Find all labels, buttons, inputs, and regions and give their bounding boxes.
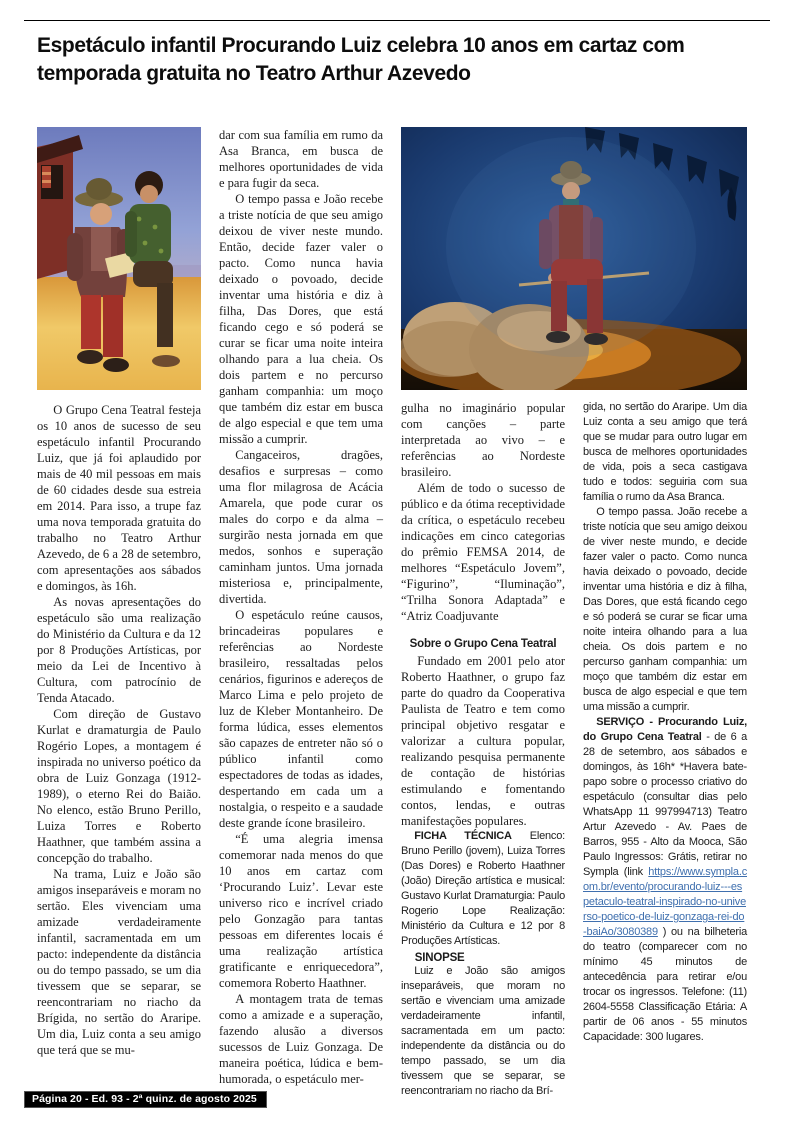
paragraph-col1-2: As novas apresentações do espetáculo são uma realização do Ministério da Cultura e da 12 por 8 Produções Artísticas, por meio da Lei de Incentivo à Cultura, com patrocínio de Tenda Atacado. bbox=[37, 595, 201, 705]
article-column-1 bbox=[37, 127, 201, 1058]
photo2-spotlight-glow bbox=[446, 137, 696, 357]
service-text-before-link: - de 6 a 28 de setembro, aos sábados e domingos, às 16h* *Havera bate-papo sobre o processo criativo do espetáculo (consultar dias pelo WhatsApp 11 997994713) Teatro Artur Azevedo - Av. Paes de Barros, 955 - Alto da Mooca, São Paulo Ingressos: Grátis, retirar no Sympla (link bbox=[583, 731, 748, 878]
article-column-2 bbox=[219, 127, 383, 1087]
column-1-text bbox=[37, 402, 201, 1058]
synopsis-paragraph: Luiz e João são amigos inseparáveis, que moram no sertão e vivenciam uma amizade verdadeiramente infantil, sacramentada em um pacto: independente da distância ou do tempo passado, se um dia tivessem que se separar, se reencontrariam no riacho da Brí- bbox=[401, 965, 565, 1097]
paragraph-col3-2: Além de todo o sucesso de público e da ótima receptividade da crítica, o espetáculo recebeu indicações em cinco categorias do prêmio FEMSA 2014, de melhores “Espetáculo Jovem”, “Figurino”, “Iluminação”, “Trilha Sonora Adaptada” e “Atriz Coadjuvante bbox=[401, 481, 565, 623]
paragraph-col1-3: Com direção de Gustavo Kurlat e dramaturgia de Paulo Rogério Lopes, a montagem é inspirada no universo poético da obra de Luiz Gonzaga (1912-1989), o eterno Rei do Baião. No elenco, estão Bruno Perillo, Luiza Torres e Roberto Haathner, que também assina a concepção do trabalho. bbox=[37, 707, 201, 865]
stage-photo-two-actors bbox=[37, 127, 201, 390]
paragraph-col2-2: O tempo passa e João recebe a triste notícia de que seu amigo deixou de viver neste mundo. Então, decide fazer valer o pacto. Como nunca havia deixado o povoado, decide inventar uma história e diz à filha, Das Dores, que está ficando cego e só poderá se curar se ficar uma noite inteira olhando para a lua cheia. Os dois partem e no percurso ganham companhia: um moço que também diz estar em busca de algo especial e que tem uma missão a cumprir. bbox=[219, 192, 383, 446]
article-column-3 bbox=[401, 400, 565, 1099]
paragraph-col4-2: O tempo passa. João recebe a triste notícia que seu amigo deixou de viver neste mundo, e decide fazer valer o pacto. Como nunca havia deixado o povoado, decide inventar uma história e diz à filha, Das Dores, que está ficando cego e só poderá se curar se ficar uma noite inteira olhando para a lua cheia. Os dois partem e no percurso ganham companhia: um moço que também diz estar em busca de algo especial e que tem uma missão a cumprir. bbox=[583, 506, 747, 713]
about-group-heading: Sobre o Grupo Cena Teatral bbox=[409, 638, 557, 650]
page-footer-badge: Página 20 - Ed. 93 - 2ª quinz. de agosto 2025 bbox=[24, 1091, 267, 1108]
sympla-ticket-link[interactable]: https://www.sympla.com.br/evento/procurando-luiz---espetaculo-teatral-inspirado-no-universo-poetico-de-luiz-gonzaga-rei-do-baiAo/3080389 bbox=[583, 866, 747, 938]
paragraph-col2-5: “É uma alegria imensa comemorar nada menos do que 10 anos em cartaz com ‘Procurando Luiz’. Levar este universo rico e incrível criado pelo Gonzagão para tantas pessoas em diferentes locais é uma realização artística gratificante e enriquecedora”, comemora Roberto Haathner. bbox=[219, 832, 383, 990]
paragraph-col2-1: dar com sua família em rumo da Asa Branca, em busca de melhores oportunidades de vida e para fugir da seca. bbox=[219, 128, 383, 190]
paragraph-col3-1: gulha no imaginário popular com canções – parte interpretada ao vivo – e referências ao Nordeste brasileiro. bbox=[401, 401, 565, 479]
paragraph-col1-1: O Grupo Cena Teatral festeja os 10 anos de sucesso de seu espetáculo infantil Procurando Luiz, que já foi aplaudido por mais de 40 mil pessoas em mais de 60 cidades desde sua estreia em 2014. Para isso, a trupe faz uma nova temporada gratuita do trabalho no Teatro Arthur Azevedo, de 6 a 28 de setembro, com apresentações aos sábados e domingos, às 16h. bbox=[37, 403, 201, 593]
credits-label: FICHA TÉCNICA bbox=[414, 830, 512, 842]
stage-photo-seated-actor-graphic bbox=[401, 127, 747, 390]
service-text-after-link: ) ou na bilheteria do teatro (comparecer com no mínimo 45 minutos de antecedência para retirar e/ou trocar os ingressos. Telefone: (11) 2604-5558 Classificação Etária: A partir de 06 anos - 55 minutos Capacidade: 300 lugares. bbox=[583, 926, 747, 1043]
service-paragraph bbox=[583, 715, 747, 1045]
credits-text: Elenco: Bruno Perillo (jovem), Luiza Torres (Das Dores) e Roberto Haathner (João) Direção artística e musical: Gustavo Kurlat Dramaturgia: Paulo Rogerio Lope Realização: Ministério da Cultura e 12 por 8 Produções Artísticas. bbox=[401, 830, 565, 947]
credits-paragraph bbox=[401, 829, 565, 949]
paragraph-col3-3: Fundado em 2001 pelo ator Roberto Haathner, o grupo faz parte do quadro da Cooperativa Paulista de Teatro e tem como principal objetivo resgatar e valorizar a cultura popular, realizando pesquisa permanente de contação de histórias estimulando e fomentando contos, lendas, e outras manifestações populares. bbox=[401, 654, 565, 828]
paragraph-col2-3: Cangaceiros, dragões, desafios e surpresas – como uma flor milagrosa de Acácia Amarela, que pode curar os males do corpo e da alma – surgirão nesta jornada em que medos, sonhos e superação caminham juntos. Uma jornada misteriosa e, principalmente, divertida. bbox=[219, 448, 383, 606]
right-columns bbox=[401, 400, 747, 1099]
paragraph-col2-6: A montagem trata de temas como a amizade e a superação, fazendo alusão a diversos sucessos de Luiz Gonzaga. De maneira poética, lúdica e bem-humorada, o espetáculo mer- bbox=[219, 992, 383, 1086]
stage-photo-seated-actor bbox=[401, 127, 747, 390]
paragraph-col4-1: gida, no sertão do Araripe. Um dia Luiz conta a seu amigo que terá que se mudar para outro lugar em busca de melhores oportunidades de vida, pois a seca castigava tudo e todos: seguiria com sua família o rumo da Asa Branca. bbox=[583, 401, 747, 503]
article-body bbox=[37, 127, 757, 1099]
stage-photo-two-actors-graphic bbox=[37, 127, 201, 390]
article-column-4 bbox=[583, 400, 747, 1099]
article-right-region bbox=[401, 127, 747, 1099]
page-title: Espetáculo infantil Procurando Luiz celebra 10 anos em cartaz com temporada gratuita no Teatro Arthur Azevedo bbox=[37, 34, 685, 85]
top-rule bbox=[24, 20, 770, 21]
synopsis-heading: SINOPSE bbox=[414, 952, 465, 964]
paragraph-col2-4: O espetáculo reúne causos, brincadeiras populares e referências ao Nordeste brasileiro, ressaltadas pelos cenários, figurinos e adereços de Marco Lima e pelo projeto de luz de Kleber Montanheiro. De forma lúdica, esses elementos são capazes de entreter não só o público infantil como espectadores de todas as idades, despertando em cada um a nostalgia, o respeito e a saudade deste grande ícone brasileiro. bbox=[219, 608, 383, 830]
paragraph-col1-4: Na trama, Luiz e João são amigos inseparáveis e moram no sertão. Eles vivenciam uma amizade verdadeiramente infantil, sacramentada em um pacto: independente da distância ou do tempo passado, se um dia tivessem que se separar, se reencontrariam no riacho da Brígida, no sertão do Araripe. Um dia, Luiz conta a seu amigo que terá que se mu- bbox=[37, 867, 201, 1057]
service-label: SERVIÇO - Procurando Luiz, do Grupo Cena Teatral bbox=[583, 716, 747, 743]
